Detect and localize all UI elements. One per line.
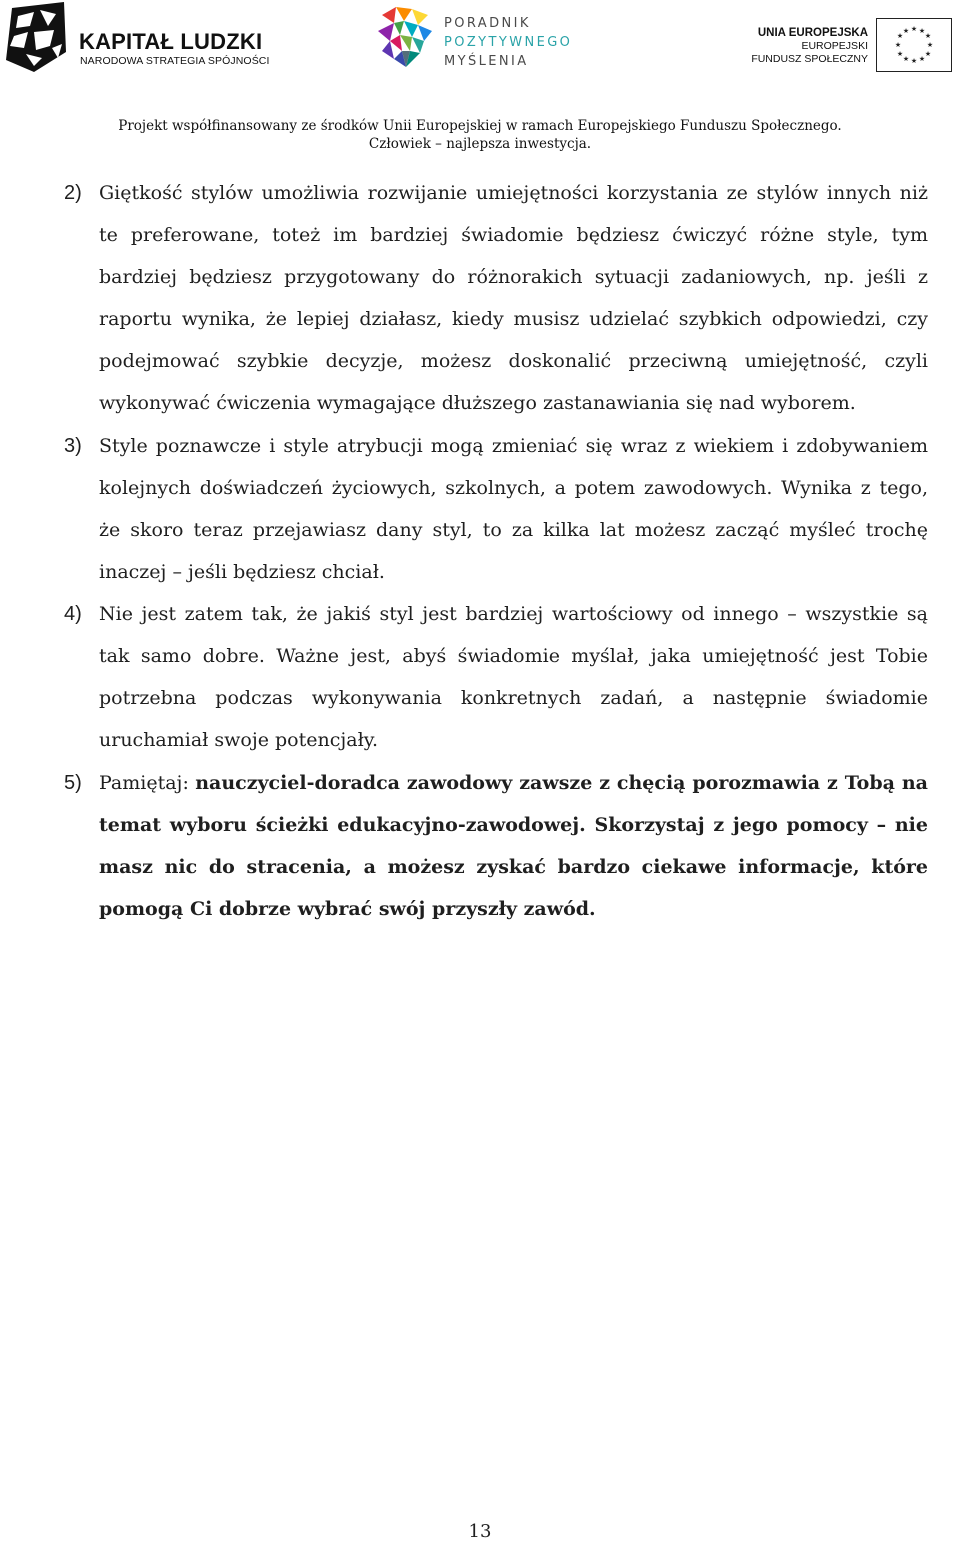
list-item-number: 2) — [64, 182, 82, 204]
list-item-text — [99, 762, 928, 930]
svg-text:★: ★ — [926, 41, 934, 49]
svg-text:★: ★ — [902, 55, 910, 63]
list-item-number: 3) — [64, 435, 82, 457]
svg-text:★: ★ — [910, 25, 918, 33]
svg-text:★: ★ — [894, 41, 902, 49]
svg-text:★: ★ — [910, 57, 918, 65]
svg-text:★: ★ — [896, 50, 904, 58]
poradnik-line3: MYŚLENIA — [444, 54, 529, 69]
eu-label-line3: FUNDUSZ SPOŁECZNY — [751, 53, 868, 65]
list-item-number: 4) — [64, 603, 82, 625]
eu-logo — [752, 18, 952, 74]
svg-text:★: ★ — [918, 55, 926, 63]
poradnik-line1: PORADNIK — [444, 16, 531, 31]
list-item-text: Nie jest zatem tak, że jakiś styl jest bardziej wartościowy od innego – wszystkie są tak samo dobre. Ważne jest, abyś świadomie myślał, jaka umiejętność jest Tobie potrzebna podczas wykonywania konkretnych zadań, a następnie świadomie uruchamiał swoje potencjały. — [99, 603, 928, 751]
kapital-ludzki-subtitle: NARODOWA STRATEGIA SPÓJNOŚCI — [80, 55, 270, 67]
kapital-ludzki-logo — [4, 2, 270, 72]
list-item-text: Giętkość stylów umożliwia rozwijanie umiejętności korzystania ze stylów innych niż te preferowane, toteż im bardziej świadomie będziesz ćwiczyć różne style, tym bardziej będziesz przygotowany do różnorakich sytuacji zadaniowych, np. jeśli z raportu wynika, że lepiej działasz, kiedy musisz udzielać szybkich odpowiedzi, czy podejmować szybkie decyzje, możesz doskonalić przeciwną umiejętność, czyli wykonywać ćwiczenia wymagające dłuższego zastanawiania się nad wyborem. — [99, 182, 928, 414]
kapital-ludzki-emblem-icon — [4, 2, 70, 72]
svg-text:★: ★ — [924, 50, 932, 58]
eu-label — [751, 26, 868, 66]
page-number: 13 — [468, 1521, 492, 1542]
poradnik-line2: POZYTYWNEGO — [444, 35, 573, 50]
svg-text:★: ★ — [902, 27, 910, 35]
list-item-bold-text: nauczyciel-doradca zawodowy zawsze z chęcią porozmawia z Tobą na temat wyboru ścieżki edukacyjno-zawodowej. Skorzystaj z jego pomocy – nie masz nic do stracenia, a możesz zyskać bardzo ciekawe informacje, które pomogą Ci dobrze wybrać swój przyszły zawód. — [99, 772, 928, 920]
cofinancing-note: Projekt współfinansowany ze środków Unii Europejskiej w ramach Europejskiego Funduszu Społecznego. — [118, 118, 842, 134]
svg-text:★: ★ — [918, 27, 926, 35]
list-item-number: 5) — [64, 772, 82, 794]
eu-label-line1: UNIA EUROPEJSKA — [757, 27, 868, 39]
list-item-lead: Pamiętaj: — [99, 772, 196, 794]
low-poly-brain-icon — [372, 5, 438, 73]
svg-text:★: ★ — [896, 32, 904, 40]
poradnik-logo — [372, 5, 587, 73]
eu-flag-stars-icon — [876, 18, 952, 72]
list-item-text: Style poznawcze i style atrybucji mogą zmieniać się wraz z wiekiem i zdobywaniem kolejnych doświadczeń życiowych, szkolnych, a potem zawodowych. Wynika z tego, że skoro teraz przejawiasz dany styl, to za kilka lat możesz zacząć myśleć trochę inaczej – jeśli będziesz chciał. — [99, 435, 928, 583]
svg-text:★: ★ — [924, 32, 932, 40]
cofinancing-slogan: Człowiek – najlepsza inwestycja. — [368, 136, 592, 152]
kapital-ludzki-title: KAPITAŁ LUDZKI — [79, 29, 263, 54]
eu-label-line2: EUROPEJSKI — [801, 40, 868, 52]
